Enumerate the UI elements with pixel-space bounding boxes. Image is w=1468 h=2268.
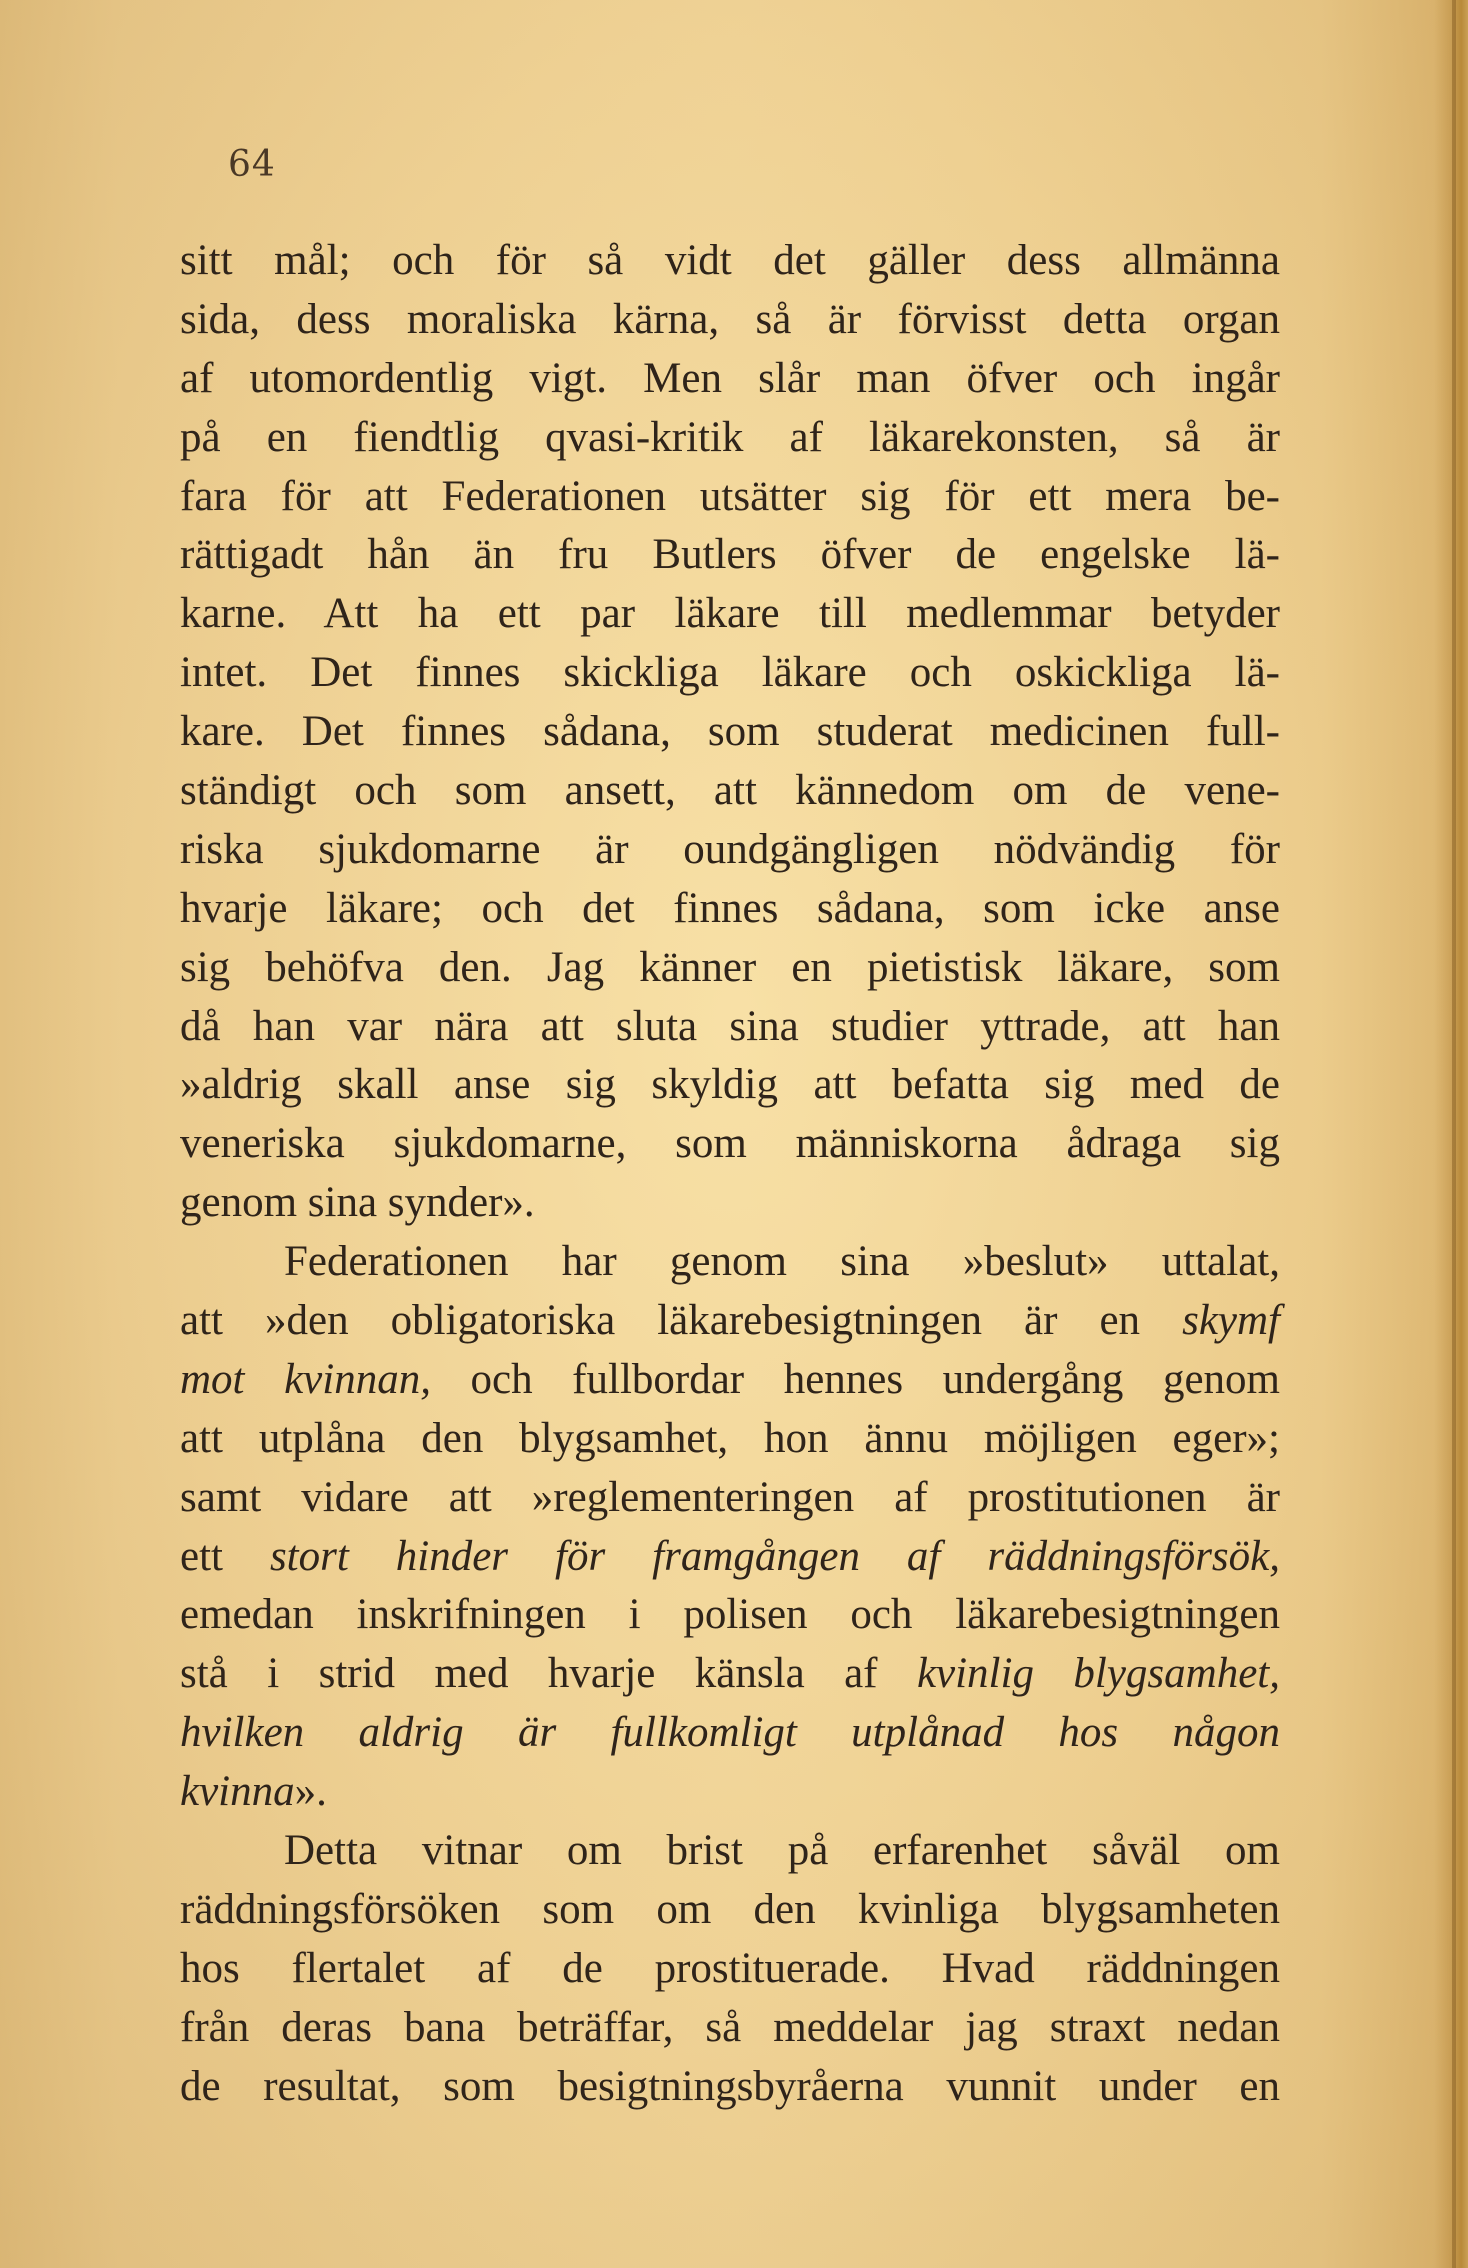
text-run: ett xyxy=(180,1532,270,1580)
italic-run: kvinlig blygsamhet, xyxy=(916,1650,1280,1698)
page-edge-shadow xyxy=(1434,0,1468,2268)
text-line xyxy=(180,1351,1280,1410)
page-edge-line xyxy=(1452,0,1456,2268)
text-line xyxy=(180,1292,1280,1351)
text-line: rättigadt hån än fru Butlers öfver de engelske lä- xyxy=(180,531,1280,579)
text-line: att utplåna den blygsamhet, hon ännu möjligen eger»; xyxy=(180,1414,1280,1462)
text-line: karne. Att ha ett par läkare till medlemmar betyder xyxy=(180,590,1280,638)
body-text xyxy=(180,232,1280,2117)
text-line: genom sina synder». xyxy=(180,1179,535,1227)
text-run: stå i strid med hvarje känsla af xyxy=(180,1650,917,1698)
text-line xyxy=(180,1528,1280,1587)
text-line: samt vidare att »reglementeringen af prostitutionen är xyxy=(180,1473,1280,1521)
page-number: 64 xyxy=(228,144,276,185)
text-line: riska sjukdomarne är oundgängligen nödvändig för xyxy=(180,825,1280,873)
text-line: veneriska sjukdomarne, som människorna ådraga sig xyxy=(180,1120,1280,1168)
italic-run: stort hinder för framgången af räddningsförsök, xyxy=(269,1532,1280,1580)
text-line: sida, dess moraliska kärna, så är förvisst detta organ xyxy=(180,295,1280,343)
text-line: »aldrig skall anse sig skyldig att befatta sig med de xyxy=(180,1061,1280,1109)
text-run: och fullbordar hennes undergång genom xyxy=(430,1355,1280,1403)
text-line: kare. Det finnes sådana, som studerat medicinen full- xyxy=(180,708,1280,756)
text-line: hvarje läkare; och det finnes sådana, som icke anse xyxy=(180,884,1280,932)
text-run: ». xyxy=(294,1768,327,1816)
text-line: räddningsförsöken som om den kvinliga blygsamheten xyxy=(180,1885,1280,1933)
text-line: Detta vitnar om brist på erfarenhet såväl om xyxy=(284,1827,1280,1875)
italic-run: mot kvinnan, xyxy=(180,1355,431,1403)
text-line: intet. Det finnes skickliga läkare och oskickliga lä- xyxy=(180,649,1280,697)
text-line: fara för att Federationen utsätter sig för ett mera be- xyxy=(180,472,1280,520)
text-line xyxy=(180,1645,1280,1704)
text-line: emedan inskrifningen i polisen och läkarebesigtningen xyxy=(180,1591,1280,1639)
text-line: de resultat, som besigtningsbyråerna vunnit under en xyxy=(180,2062,1280,2110)
italic-run: kvinna xyxy=(180,1768,295,1816)
text-line: hos flertalet af de prostituerade. Hvad räddningen xyxy=(180,1944,1280,1992)
text-line xyxy=(180,1763,1280,1822)
text-line: sig behöfva den. Jag känner en pietistisk läkare, som xyxy=(180,943,1280,991)
italic-run: hvilken aldrig är fullkomligt utplånad hos någon xyxy=(180,1709,1280,1757)
text-line: då han var nära att sluta sina studier yttrade, att han xyxy=(180,1002,1280,1050)
text-line: af utomordentlig vigt. Men slår man öfver och ingår xyxy=(180,354,1280,402)
text-run: att »den obligatoriska läkarebesigtningen är en xyxy=(180,1297,1183,1345)
text-line: sitt mål; och för så vidt det gäller dess allmänna xyxy=(180,237,1280,284)
text-line: ständigt och som ansett, att kännedom om de vene- xyxy=(180,767,1280,815)
text-line: från deras bana beträffar, så meddelar jag straxt nedan xyxy=(180,2003,1280,2051)
text-line: Federationen har genom sina »beslut» uttalat, xyxy=(284,1238,1280,1286)
text-line: på en fiendtlig qvasi-kritik af läkarekonsten, så är xyxy=(180,413,1280,461)
italic-run: skymf xyxy=(1182,1297,1280,1345)
text-line xyxy=(180,1704,1280,1763)
